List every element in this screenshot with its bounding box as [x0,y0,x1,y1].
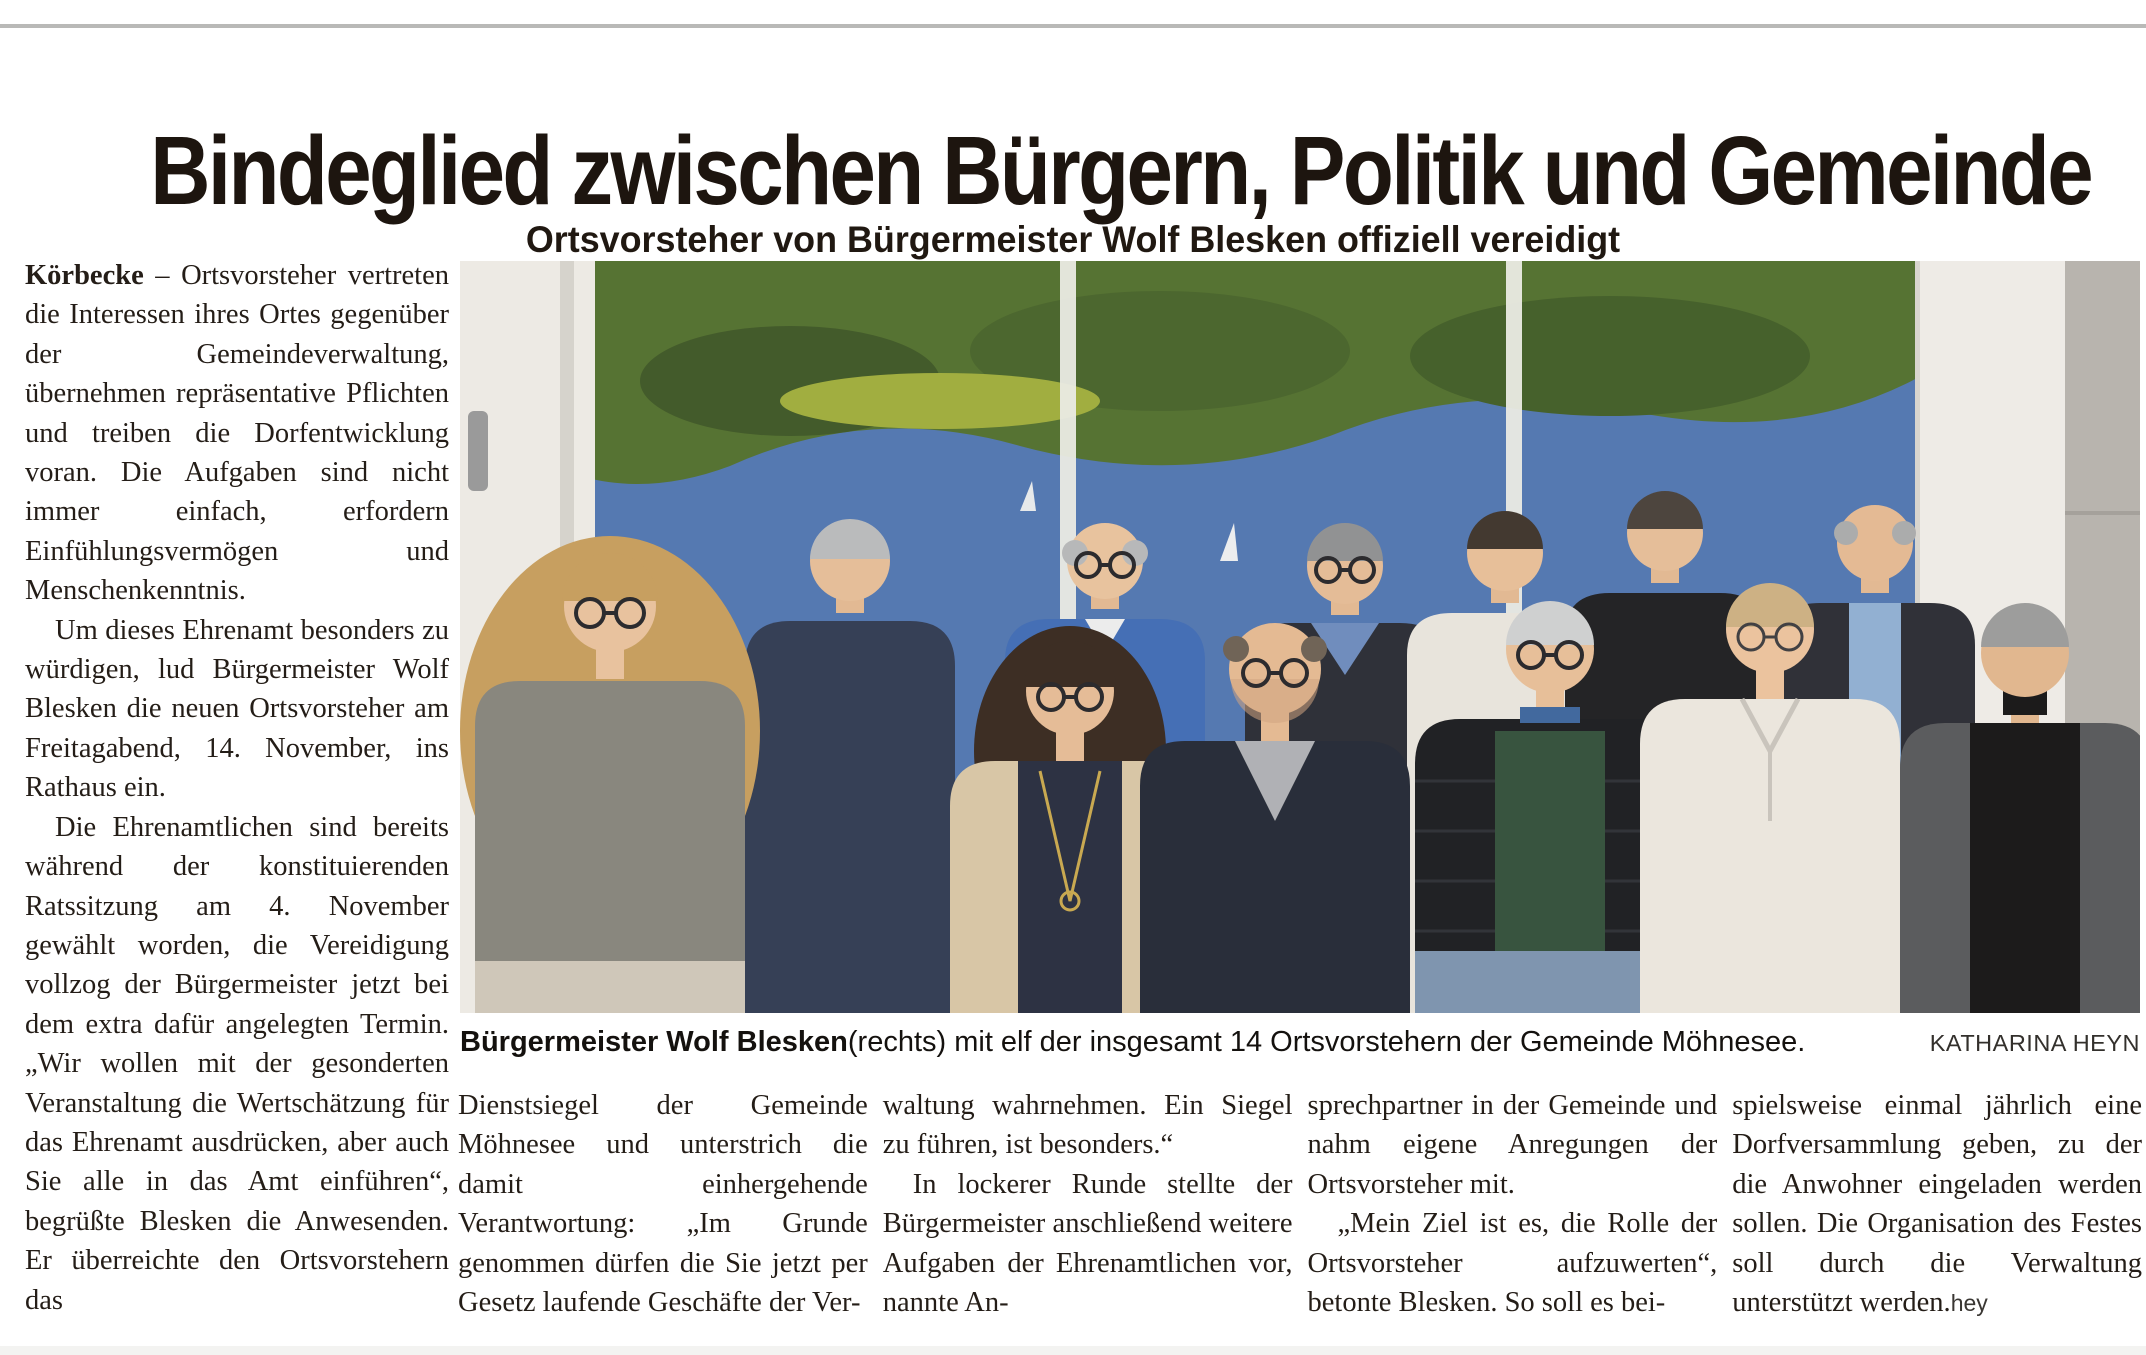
article-photo [460,261,2140,1013]
group-photo-illustration [460,261,2140,1013]
article-columns [458,1086,2142,1323]
article-column-4 [1732,1086,2142,1323]
column-paragraph: sprechpartner in der Gemeinde und nahm eigene Anregungen der Ortsvorsteher mit. [1307,1090,1718,1200]
article-column-1 [458,1086,868,1323]
intro-paragraph-1 [25,256,449,611]
intro-paragraph-2: Um dieses Ehrenamt besonders zu würdigen, lud Bürgermeister Wolf Blesken die neuen Ortsvorsteher am Freitagabend, 14. November, ins Rathaus ein. [25,614,449,804]
author-initials: hey [1950,1290,1988,1317]
headline: Bindeglied zwischen Bürgern, Politik und Gemeinde [150,115,2092,225]
intro-text-1: Ortsvorsteher vertreten die Interessen ihres Ortes gegenüber der Gemeindeverwaltung, übernehmen repräsentative Pflichten und treiben die Dorfentwicklung voran. Die Aufgaben sind nicht immer einfach, erfordern Einfühlungsvermögen und Menschenkenntnis. [25,260,449,607]
subheadline: Ortsvorsteher von Bürgermeister Wolf Blesken offiziell vereidigt [525,218,1621,260]
caption-bold: Bürgermeister Wolf Blesken [460,1026,848,1058]
intro-paragraph-3: Die Ehrenamtlichen sind bereits während der konstituierenden Ratssitzung am 4. November gewählt worden, die Vereidigung vollzog der Bürgermeister jetzt bei dem extra dafür angelegten Termin. „Wir wollen mit der gesonderten Veranstaltung die Wertschätzung für das Ehrenamt ausdrücken, aber auch Sie alle in das Amt einführen“, begrüßte Blesken die Anwesenden. Er überreichte den Ortsvorstehern das [25,811,449,1316]
column-paragraph [1732,1086,2142,1323]
caption-text: (rechts) mit elf der insgesamt 14 Ortsvorstehern der Gemeinde Möhnesee. [847,1026,1806,1058]
article-column-3 [1308,1086,1718,1323]
bottom-divider [0,1346,2146,1355]
column-paragraph: In lockerer Runde stellte der Bürgermeister anschließend weitere Aufgaben der Ehrenamtlichen vor, nannte An- [882,1168,1293,1319]
column-paragraph: Dienstsiegel der Gemeinde Möhnesee und unterstrich die damit einhergehende Verantwortung: „Im Grunde genommen dürfen die Sie jetzt per Gesetz laufende Geschäfte der Ver- [458,1090,868,1319]
photo-credit: KATHARINA HEYN [1929,1030,2140,1056]
intro-column [25,256,449,1320]
top-divider [0,24,2146,28]
lead-dash: – [155,260,170,291]
article-column-2 [883,1086,1293,1323]
column-text: spielsweise einmal jährlich eine Dorfversammlung geben, zu der die Anwohner eingeladen werden sollen. Die Organisation des Festes soll durch die Verwaltung unterstützt werden. [1732,1090,2142,1319]
location-lead: Körbecke [25,260,144,291]
photo-caption [460,1026,2140,1059]
column-paragraph: „Mein Ziel ist es, die Rolle der Ortsvorsteher aufzuwerten“, betonte Blesken. So soll es bei- [1307,1208,1718,1319]
column-paragraph: waltung wahrnehmen. Ein Siegel zu führen, ist besonders.“ [882,1090,1293,1161]
